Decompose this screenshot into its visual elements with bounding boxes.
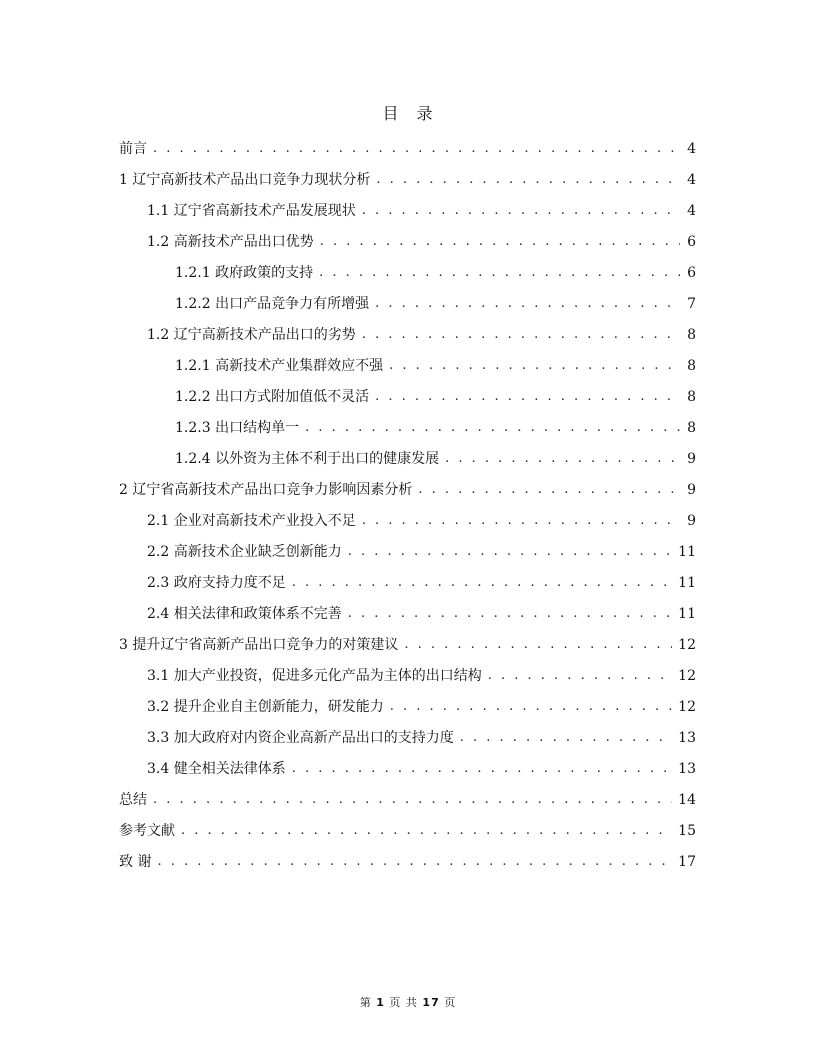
dot-leader [488,666,672,686]
toc-entry-page-number: 14 [678,792,696,808]
toc-entry-page-number: 7 [687,296,696,312]
toc-entry-page-number: 6 [687,265,696,281]
footer-middle: 页 共 [389,996,418,1009]
toc-entry-page-number: 13 [678,761,696,777]
toc-entry-page-number: 4 [687,203,696,219]
dot-leader [362,201,680,221]
toc-entry-page-number: 4 [687,172,696,188]
dot-leader [376,170,680,190]
dot-leader [305,418,680,438]
toc-entry-page-number: 11 [678,606,696,622]
toc-entry-title: 1.2.1 政府政策的支持 [175,265,314,281]
toc-entry-page-number: 9 [687,513,696,529]
dot-leader [292,573,672,593]
toc-entry[interactable] [119,565,696,596]
toc-entry-page-number: 8 [687,327,696,343]
toc-entry[interactable] [119,751,696,782]
toc-entry-page-number: 8 [687,420,696,436]
toc-entry-title: 1.2.4 以外资为主体不利于出口的健康发展 [175,451,440,467]
toc-entry[interactable] [119,131,696,162]
footer-suffix: 页 [444,996,457,1009]
toc-entry-page-number: 9 [687,482,696,498]
toc-entry-title: 前言 [119,141,147,157]
toc-entry-page-number: 11 [678,575,696,591]
toc-entry-title: 3 提升辽宁省高新产品出口竞争力的对策建议 [119,637,399,653]
dot-leader [181,821,672,841]
toc-entry-page-number: 12 [678,637,696,653]
dot-leader [348,542,672,562]
toc-entry-page-number: 8 [687,358,696,374]
dot-leader [153,790,672,810]
toc-entry-title: 2.1 企业对高新技术产业投入不足 [147,513,356,529]
toc-entry-title: 2 辽宁省高新技术产品出口竞争力影响因素分析 [119,482,413,498]
toc-entry-page-number: 8 [687,389,696,405]
toc-entry-title: 参考文献 [119,823,175,839]
dot-leader [390,697,672,717]
toc-entry[interactable] [119,317,696,348]
toc-entry[interactable] [119,627,696,658]
dot-leader [362,325,680,345]
dot-leader [418,480,680,500]
toc-entry[interactable] [119,379,696,410]
dot-leader [292,759,672,779]
toc-entry-page-number: 17 [678,854,696,870]
toc-entry-page-number: 15 [678,823,696,839]
dot-leader [389,356,680,376]
toc-entry-page-number: 13 [678,730,696,746]
footer-total-pages: 17 [422,996,440,1009]
toc-entry[interactable] [119,286,696,317]
toc-entry[interactable] [119,193,696,224]
toc-entry-title: 3.2 提升企业自主创新能力，研发能力 [147,699,384,715]
toc-entry-page-number: 11 [678,544,696,560]
toc-entry[interactable] [119,782,696,813]
toc-entry[interactable] [119,689,696,720]
toc-entry-title: 总结 [119,792,147,808]
toc-entry-title: 1.2.2 出口产品竞争力有所增强 [175,296,370,312]
footer-current-page: 1 [376,996,385,1009]
toc-entry-title: 1.2.2 出口方式附加值低不灵活 [175,389,370,405]
toc-entry[interactable] [119,410,696,441]
toc-entry-page-number: 12 [678,699,696,715]
toc-entry[interactable] [119,348,696,379]
table-of-contents [119,131,696,875]
toc-entry[interactable] [119,813,696,844]
toc-entry-title: 1 辽宁高新技术产品出口竞争力现状分析 [119,172,371,188]
toc-entry[interactable] [119,658,696,689]
toc-entry[interactable] [119,720,696,751]
toc-entry-page-number: 12 [678,668,696,684]
toc-entry-title: 2.3 政府支持力度不足 [147,575,286,591]
dot-leader [362,511,680,531]
toc-entry-title: 1.2 高新技术产品出口优势 [147,234,314,250]
toc-entry[interactable] [119,441,696,472]
footer-prefix: 第 [359,996,372,1009]
toc-entry[interactable] [119,844,696,875]
dot-leader [404,635,672,655]
dot-leader [157,852,672,872]
toc-entry[interactable] [119,224,696,255]
toc-entry-title: 3.1 加大产业投资，促进多元化产品为主体的出口结构 [147,668,482,684]
toc-entry-page-number: 4 [687,141,696,157]
toc-entry-title: 致 谢 [119,854,152,870]
toc-entry[interactable] [119,503,696,534]
toc-entry-title: 2.4 相关法律和政策体系不完善 [147,606,342,622]
dot-leader [445,449,680,469]
page-footer [0,994,816,1010]
dot-leader [319,263,680,283]
toc-entry-title: 2.2 高新技术企业缺乏创新能力 [147,544,342,560]
toc-entry-title: 1.2 辽宁高新技术产品出口的劣势 [147,327,356,343]
toc-entry-page-number: 9 [687,451,696,467]
toc-entry-title: 3.4 健全相关法律体系 [147,761,286,777]
dot-leader [375,387,680,407]
toc-entry-title: 1.2.1 高新技术产业集群效应不强 [175,358,384,374]
toc-entry-page-number: 6 [687,234,696,250]
toc-entry[interactable] [119,596,696,627]
dot-leader [320,232,680,252]
toc-entry-title: 1.1 辽宁省高新技术产品发展现状 [147,203,356,219]
dot-leader [153,139,680,159]
toc-title: 目 录 [382,104,434,123]
toc-entry[interactable] [119,534,696,565]
dot-leader [460,728,672,748]
toc-entry-title: 1.2.3 出口结构单一 [175,420,300,436]
toc-entry[interactable] [119,255,696,286]
dot-leader [375,294,680,314]
toc-entry-title: 3.3 加大政府对内资企业高新产品出口的支持力度 [147,730,454,746]
toc-entry[interactable] [119,472,696,503]
dot-leader [348,604,672,624]
toc-entry[interactable] [119,162,696,193]
